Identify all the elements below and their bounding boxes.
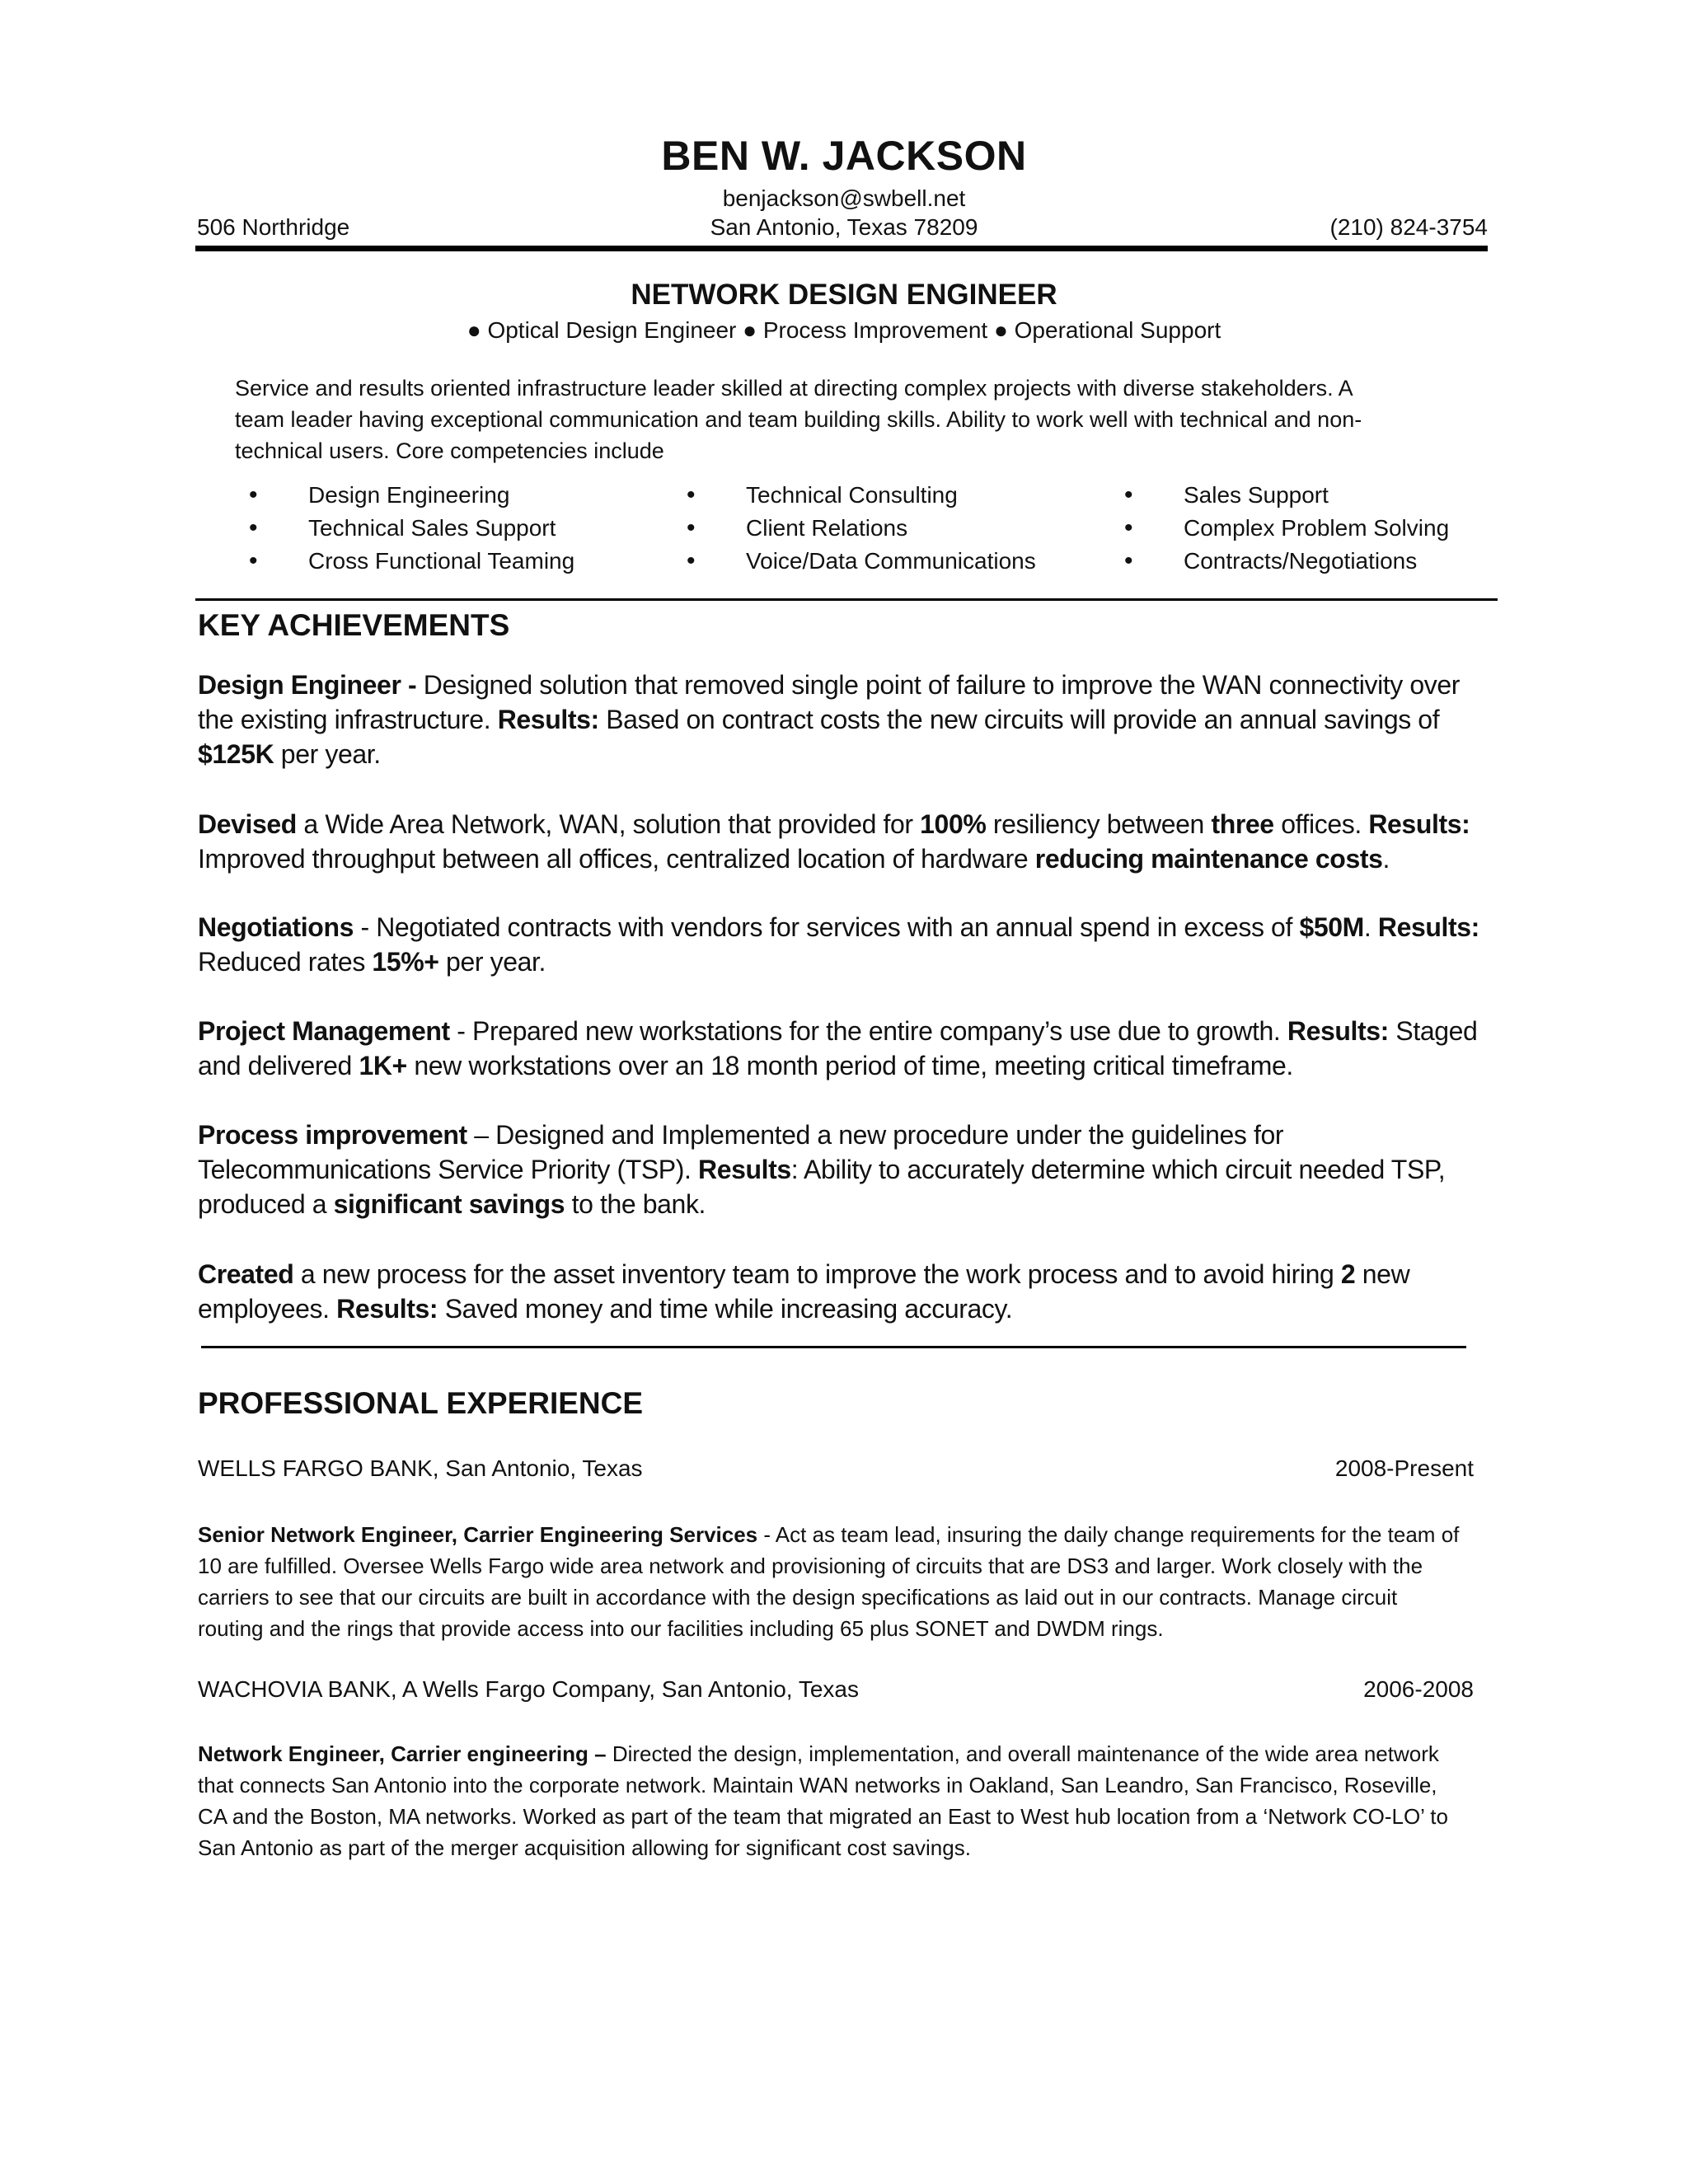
results-label: Results: <box>497 705 599 734</box>
summary-line: team leader having exceptional communication and team building skills. Ability to work well with technical and non- <box>235 407 1362 432</box>
achievement-text: new employees. <box>198 1259 1410 1324</box>
achievement-text: per year. <box>274 739 381 769</box>
achievement-text: : Ability to accurately determine which circuit needed TSP, produced a <box>198 1155 1446 1219</box>
achievement-wan-solution <box>198 807 1492 876</box>
employer-line <box>198 1676 1474 1703</box>
header-divider <box>195 246 1488 251</box>
achievement-figure: $125K <box>198 739 274 769</box>
job-details: - Act as team lead, insuring the daily change requirements for the team of 10 are fulfilled. Oversee Wells Fargo wide area network and provisioning of circuits that are DS3 and larger. Work closely with the carriers to see that our circuits are built in accordance with the design specifications as laid out in our contracts. Manage circuit routing and the rings that provide access into our facilities including 65 plus SONET and DWDM rings. <box>198 1522 1460 1641</box>
achievement-figure: three <box>1211 809 1274 839</box>
achievement-text: Designed solution that removed single point of failure to improve the WAN connectivity over the existing infrastructure. <box>198 670 1461 734</box>
achievement-lead: Created <box>198 1259 294 1289</box>
achievement-figure: 1K+ <box>359 1051 407 1080</box>
achievement-text: – Designed and Implemented a new procedure under the guidelines for Telecommunications Service Priority (TSP). <box>198 1120 1284 1184</box>
achievement-figure: significant savings <box>333 1189 565 1219</box>
employer-location: , San Antonio, Texas <box>432 1455 643 1481</box>
section-divider <box>201 1346 1466 1348</box>
competency-item: • Technical Consulting <box>685 479 1036 512</box>
phone-number: (210) 824-3754 <box>1329 214 1488 240</box>
achievement-project-management <box>198 1014 1492 1083</box>
competency-item: • Contracts/Negotiations <box>1123 545 1449 578</box>
results-label: Results: <box>1287 1016 1389 1046</box>
achievement-text: Staged and delivered <box>198 1016 1478 1080</box>
results-label: Results: <box>336 1294 438 1324</box>
achievement-text: - Negotiated contracts with vendors for services with an annual spend in excess of <box>353 912 1300 942</box>
competency-item: • Technical Sales Support <box>247 512 574 545</box>
employment-years: 2006-2008 <box>1363 1676 1474 1702</box>
competency-item: • Client Relations <box>685 512 1036 545</box>
achievement-figure: 2 <box>1340 1259 1356 1289</box>
job-role: Senior Network Engineer, Carrier Engineering Services <box>198 1522 758 1547</box>
achievement-figure: 100% <box>920 809 987 839</box>
employment-years: 2008-Present <box>1334 1455 1474 1481</box>
summary-line: Service and results oriented infrastructure leader skilled at directing complex projects with diverse stakeholders. A <box>235 376 1353 401</box>
results-label: Results: <box>1368 809 1470 839</box>
job-headline: NETWORK DESIGN ENGINEER <box>631 279 1057 311</box>
achievement-design-engineer <box>198 668 1492 771</box>
candidate-name: BEN W. JACKSON <box>661 133 1027 179</box>
achievement-text: . <box>1382 844 1390 874</box>
achievement-text: to the bank. <box>565 1189 706 1219</box>
specialties-line: ● Optical Design Engineer ● Process Improvement ● Operational Support <box>467 317 1221 343</box>
street-address: 506 Northridge <box>197 214 350 240</box>
competencies-column-2 <box>685 479 1036 578</box>
achievement-figure: $50M <box>1299 912 1364 942</box>
employer-name: WACHOVIA BANK, A Wells Fargo Company <box>198 1676 649 1702</box>
achievement-asset-inventory <box>198 1257 1492 1326</box>
achievement-text: - Prepared new workstations for the entire company’s use due to growth. <box>449 1016 1287 1046</box>
summary-line: technical users. Core competencies include <box>235 438 664 463</box>
competencies-column-1 <box>247 479 574 578</box>
job-details: Directed the design, implementation, and overall maintenance of the wide area network that connects San Antonio into the corporate network. Maintain WAN networks in Oakland, San Leandro, San Francisco, Roseville, CA and the Boston, MA networks. Worked as part of the team that migrated an East to West hub location from a ‘Network CO-LO’ to San Antonio as part of the merger acquisition allowing for significant cost savings. <box>198 1741 1448 1860</box>
achievement-text: Based on contract costs the new circuits will provide an annual savings of <box>598 705 1440 734</box>
job-role: Network Engineer, Carrier engineering – <box>198 1741 607 1766</box>
achievement-lead: Process improvement <box>198 1120 467 1150</box>
achievement-process-improvement <box>198 1118 1492 1221</box>
competency-item: • Design Engineering <box>247 479 574 512</box>
email-address: benjackson@swbell.net <box>722 185 966 211</box>
achievement-text: offices. <box>1273 809 1369 839</box>
achievement-lead: Negotiations <box>198 912 354 942</box>
achievement-text: per year. <box>438 947 546 977</box>
employer-location: , San Antonio, Texas <box>649 1676 859 1702</box>
achievement-negotiations <box>198 910 1492 979</box>
achievement-figure: reducing maintenance costs <box>1034 844 1383 874</box>
achievement-text: new workstations over an 18 month period of time, meeting critical timeframe. <box>406 1051 1293 1080</box>
key-achievements-heading: KEY ACHIEVEMENTS <box>198 608 510 642</box>
competency-item: • Cross Functional Teaming <box>247 545 574 578</box>
achievement-text: resiliency between <box>986 809 1212 839</box>
achievement-text: a new process for the asset inventory team to improve the work process and to avoid hiring <box>293 1259 1341 1289</box>
employer-name: WELLS FARGO BANK <box>198 1455 433 1481</box>
city-state-zip: San Antonio, Texas 78209 <box>710 214 978 240</box>
job-description <box>198 1519 1467 1644</box>
achievement-text: Improved throughput between all offices, centralized location of hardware <box>198 844 1035 874</box>
achievement-text: . <box>1363 912 1378 942</box>
competencies-column-3 <box>1123 479 1449 578</box>
results-label: Results <box>697 1155 791 1184</box>
section-divider <box>195 598 1498 601</box>
results-label: Results: <box>1377 912 1479 942</box>
achievement-figure: 15%+ <box>372 947 439 977</box>
employer-line <box>198 1455 1474 1482</box>
achievement-text: Reduced rates <box>198 947 373 977</box>
competency-item: • Complex Problem Solving <box>1123 512 1449 545</box>
professional-experience-heading: PROFESSIONAL EXPERIENCE <box>198 1386 644 1420</box>
competency-item: • Voice/Data Communications <box>685 545 1036 578</box>
achievement-lead: Design Engineer - <box>198 670 417 700</box>
professional-summary <box>235 373 1389 466</box>
achievement-text: Saved money and time while increasing accuracy. <box>438 1294 1013 1324</box>
job-description <box>198 1738 1467 1863</box>
competency-item: • Sales Support <box>1123 479 1449 512</box>
achievement-text: a Wide Area Network, WAN, solution that provided for <box>296 809 921 839</box>
achievement-lead: Devised <box>198 809 297 839</box>
achievement-lead: Project Management <box>198 1016 450 1046</box>
